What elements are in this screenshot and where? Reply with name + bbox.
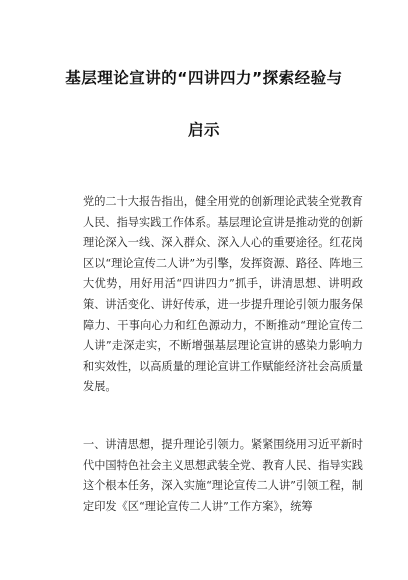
- body-paragraph-1: 党的二十大报告指出，健全用党的创新理论武装全党教育人民、指导实践工作体系。基层理论宣讲是推动党的创新理论深入一线、深入群众、深入人心的重要途径。红花岗区以“理论宣传二人讲”为引擎，发挥资源、路径、阵地三大优势，用好用活“四讲四力”抓手，讲清思想、讲明政策、讲活变化、讲好传承，进一步提升理论引领力服务保障力、干事向心力和红色源动力，不断推动“理论宣传二人讲”走深走实，不断增强基层理论宣讲的感染力影响力和实效性，以高质量的理论宣讲工作赋能经济社会高质量发展。: [83, 195, 363, 394]
- document-title-line-2: 启示: [187, 121, 220, 139]
- document-title-line-1: 基层理论宣讲的“四讲四力”探索经验与: [65, 69, 343, 87]
- body-paragraph-2: 一、讲清思想，提升理论引领力。紧紧围绕用习近平新时代中国特色社会主义思想武装全党、教育人民、指导实践这个根本任务，深入实施“理论宣传二人讲”引领工程，制定印发《区“理论宣传二人讲”工作方案》，统筹: [83, 438, 363, 513]
